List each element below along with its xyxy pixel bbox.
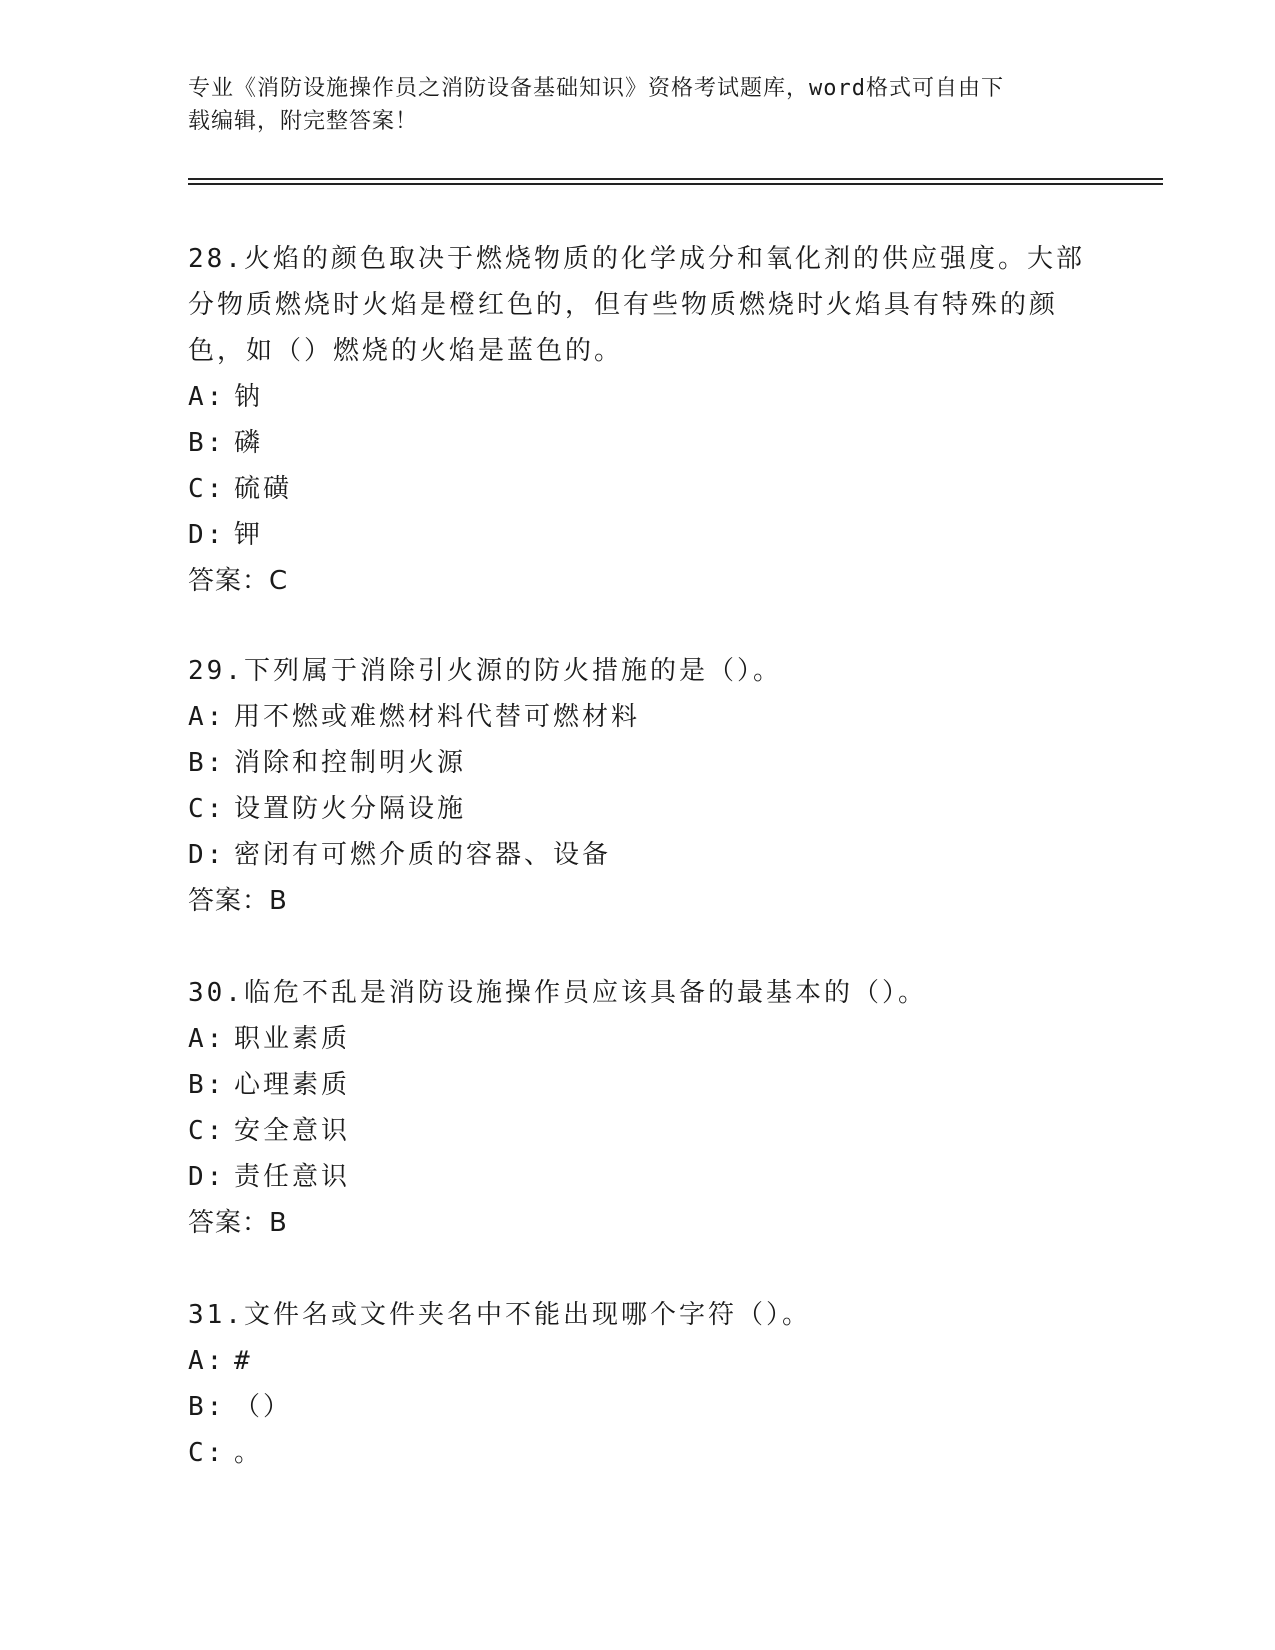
option-label: C: xyxy=(188,1438,226,1468)
option-text: 钠 xyxy=(234,382,264,412)
option-label: C: xyxy=(188,1116,226,1146)
option-a xyxy=(188,374,1088,420)
option-label: B: xyxy=(188,428,226,458)
question-stem-line: 31.文件名或文件夹名中不能出现哪个字符（）。 xyxy=(188,1300,811,1330)
option-text: 设置防火分隔设施 xyxy=(234,794,467,824)
option-b xyxy=(188,420,1088,466)
question-31 xyxy=(188,1292,1088,1476)
document-header xyxy=(188,72,1088,138)
question-29 xyxy=(188,648,1088,924)
option-text: 。 xyxy=(234,1438,264,1468)
option-text: 安全意识 xyxy=(234,1116,351,1146)
question-stem-line: 29.下列属于消除引火源的防火措施的是（）。 xyxy=(188,656,782,686)
option-c xyxy=(188,786,1088,832)
question-stem-line: 分物质燃烧时火焰是橙红色的，但有些物质燃烧时火焰具有特殊的颜 xyxy=(188,290,1059,320)
header-divider-top xyxy=(188,178,1163,180)
option-text: 钾 xyxy=(234,520,264,550)
question-stem-line: 28.火焰的颜色取决于燃烧物质的化学成分和氧化剂的供应强度。大部 xyxy=(188,244,1085,274)
option-label: C: xyxy=(188,474,226,504)
option-text: （） xyxy=(234,1392,293,1422)
option-text: 心理素质 xyxy=(234,1070,351,1100)
option-text: 消除和控制明火源 xyxy=(234,748,467,778)
question-stem-line: 30.临危不乱是消防设施操作员应该具备的最基本的（）。 xyxy=(188,978,927,1008)
answer-line: 答案：C xyxy=(188,566,289,596)
option-text: 磷 xyxy=(234,428,264,458)
option-label: C: xyxy=(188,794,226,824)
question-stem xyxy=(188,970,1088,1016)
header-divider-bottom xyxy=(188,183,1163,185)
option-label: D: xyxy=(188,1162,226,1192)
question-stem xyxy=(188,648,1088,694)
option-label: A: xyxy=(188,1346,226,1376)
option-label: B: xyxy=(188,1392,226,1422)
option-d xyxy=(188,1154,1088,1200)
option-b xyxy=(188,1062,1088,1108)
option-label: D: xyxy=(188,840,226,870)
question-28 xyxy=(188,236,1088,604)
option-a xyxy=(188,1016,1088,1062)
question-stem-line: 色，如（）燃烧的火焰是蓝色的。 xyxy=(188,336,624,366)
option-label: D: xyxy=(188,520,226,550)
option-b xyxy=(188,1384,1088,1430)
option-text: 职业素质 xyxy=(234,1024,351,1054)
option-label: B: xyxy=(188,1070,226,1100)
option-c xyxy=(188,1430,1088,1476)
option-text: 密闭有可燃介质的容器、设备 xyxy=(234,840,612,870)
option-text: 用不燃或难燃材料代替可燃材料 xyxy=(234,702,641,732)
option-a xyxy=(188,1338,1088,1384)
option-label: A: xyxy=(188,1024,226,1054)
answer-line: 答案：B xyxy=(188,886,288,916)
option-c xyxy=(188,1108,1088,1154)
option-text: 硫磺 xyxy=(234,474,293,504)
option-d xyxy=(188,512,1088,558)
option-c xyxy=(188,466,1088,512)
header-line-1: 专业《消防设施操作员之消防设备基础知识》资格考试题库，word格式可自由下 xyxy=(188,76,1004,101)
option-text: # xyxy=(234,1346,253,1376)
option-text: 责任意识 xyxy=(234,1162,351,1192)
question-stem xyxy=(188,1292,1088,1338)
question-stem xyxy=(188,236,1088,374)
option-label: A: xyxy=(188,702,226,732)
option-label: A: xyxy=(188,382,226,412)
header-line-2: 载编辑，附完整答案！ xyxy=(188,109,419,134)
answer-line: 答案：B xyxy=(188,1208,288,1238)
option-label: B: xyxy=(188,748,226,778)
question-30 xyxy=(188,970,1088,1246)
option-b xyxy=(188,740,1088,786)
option-a xyxy=(188,694,1088,740)
option-d xyxy=(188,832,1088,878)
